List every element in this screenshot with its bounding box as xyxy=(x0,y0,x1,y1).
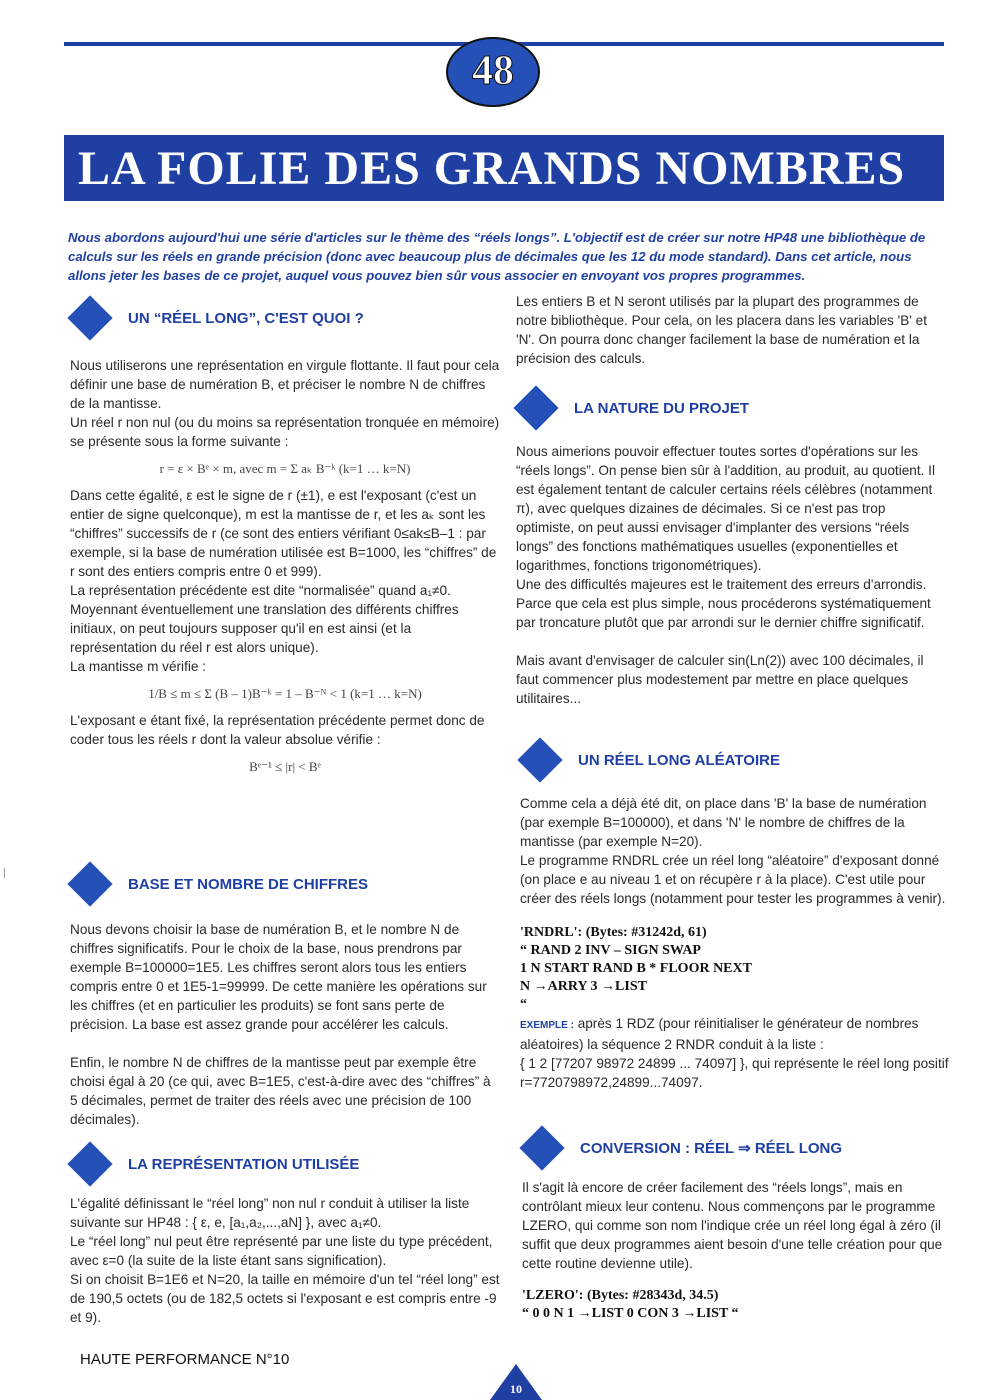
diamond-icon xyxy=(519,1125,564,1170)
paragraph: Un réel r non nul (ou du moins sa représentation tronquée en mémoire) se présente sous la forme suivante : xyxy=(70,415,500,449)
section-title: UN “RÉEL LONG”, C'EST QUOI ? xyxy=(128,310,364,327)
section-title: BASE ET NOMBRE DE CHIFFRES xyxy=(128,876,369,893)
code-block-rndrl xyxy=(520,924,950,1014)
paragraph: Enfin, le nombre N de chiffres de la mantisse peut par exemple être choisi égal à 20 (ce qui, avec B=1E5, c'est-à-dire avec des “chiffres” à 5 décimales, permet de traiter des réels avec une précision de 100 décimales). xyxy=(70,1055,491,1127)
paragraph: Le “réel long” nul peut être représenté par une liste du type précédent, avec ε=0 (la suite de la liste étant sans signification). xyxy=(70,1234,493,1268)
magazine-footer: HAUTE PERFORMANCE N°10 xyxy=(80,1351,290,1368)
issue-badge xyxy=(446,37,540,107)
section-title: LA REPRÉSENTATION UTILISÉE xyxy=(128,1156,360,1173)
formula: r = ε × Bᵉ × m, avec m = Σ aₖ B⁻ᵏ (k=1 … k=N) xyxy=(159,461,411,476)
code-block-lzero xyxy=(522,1287,952,1323)
formula: Bᵉ⁻¹ ≤ |r| < Bᵉ xyxy=(249,759,321,774)
left-column xyxy=(70,300,500,784)
paragraph: Si on choisit B=1E6 et N=20, la taille en mémoire d'un tel “réel long” est de 190,5 octets (ou de 182,5 octets si l'exposant e est compris entre -9 et 9). xyxy=(70,1272,500,1325)
section-heading xyxy=(516,390,946,438)
section-heading xyxy=(70,1146,500,1194)
paragraph: La représentation précédente est dite “normalisée” quand a₁≠0. Moyennant éventuellement une translation des différents chiffres initiaux, on peut toujours supposer qu'il en est ainsi (et la représentation du réel r est alors unique). xyxy=(70,583,459,655)
section-title: LA NATURE DU PROJET xyxy=(574,400,750,417)
paragraph: La mantisse m vérifie : xyxy=(70,659,206,674)
title-banner xyxy=(64,135,944,201)
left-column-section-3 xyxy=(70,1146,500,1327)
formula: 1/B ≤ m ≤ Σ (B – 1)B⁻ᵏ = 1 – B⁻ᴺ < 1 (k=1 … k=N) xyxy=(148,686,422,701)
section-title: UN RÉEL LONG ALÉATOIRE xyxy=(578,752,780,769)
right-column-section-4 xyxy=(516,390,946,708)
diamond-icon xyxy=(513,385,558,430)
paragraph: Comme cela a déjà été dit, on place dans 'B' la base de numération (par exemple B=100000), et dans 'N' le nombre de chiffres de la mantisse (par exemple N=20). xyxy=(520,796,927,849)
example-label: EXEMPLE : xyxy=(520,1020,574,1031)
paragraph: L'égalité définissant le “réel long” non nul r conduit à utiliser la liste suivante sur HP48 : { ε, e, [a₁,a₂,...,aN] }, avec a₁≠0. xyxy=(70,1196,470,1230)
diamond-icon xyxy=(517,737,562,782)
code-line: N →ARRY 3 →LIST xyxy=(520,979,647,994)
paragraph: Une des difficultés majeures est le traitement des erreurs d'arrondis. Parce que cela est plus simple, nous procéderons systématiquement par troncature plutôt que par arrondi sur le dernier chiffre significatif. xyxy=(516,577,931,630)
code-line: “ 0 0 N 1 →LIST 0 CON 3 →LIST “ xyxy=(522,1306,739,1321)
code-line: 'LZERO': (Bytes: #28343d, 34.5) xyxy=(522,1288,719,1303)
code-line: 'RNDRL': (Bytes: #31242d, 61) xyxy=(520,925,707,940)
right-column-section-6 xyxy=(522,1130,952,1323)
paragraph: Le programme RNDRL crée un réel long “aléatoire” d'exposant donné (on place e au niveau 1 et on récupère r à la place). C'est utile pour créer des réels longs (notamment pour tester les programmes à venir). xyxy=(520,853,946,906)
margin-mark xyxy=(4,868,5,878)
diamond-icon xyxy=(67,1141,112,1186)
section-heading xyxy=(520,742,950,790)
code-line: “ RAND 2 INV – SIGN SWAP xyxy=(520,943,701,958)
paragraph: L'exposant e étant fixé, la représentation précédente permet donc de coder tous les réels r dont la valeur absolue vérifie : xyxy=(70,713,485,747)
paragraph: Nous aimerions pouvoir effectuer toutes sortes d'opérations sur les “réels longs”. On pense bien sûr à l'addition, au produit, au quotient. Il est également tentant de calculer certains réels célèbres (notamment π), avec quelques dizaines de décimales. Si ce n'est pas trop optimiste, on peut aussi envisager d'implanter des versions “réels longs” des fonctions mathématiques usuelles (exponentielles et logarithmes, fonctions trigonométriques). xyxy=(516,444,935,573)
section-heading xyxy=(70,866,500,914)
left-column-section-2 xyxy=(70,866,500,1129)
paragraph: après 1 RDZ (pour réinitialiser le générateur de nombres aléatoires) la séquence 2 RNDR conduit à la liste : xyxy=(520,1016,919,1052)
right-column-section-5 xyxy=(520,742,950,1092)
intro-paragraph: Nous abordons aujourd'hui une série d'articles sur le thème des “réels longs”. L'objectif est de créer sur notre HP48 une bibliothèque de calculs sur les réels en grande précision (donc avec beaucoup plus de décimales que les 12 du mode standard). Dans cet article, nous allons jeter les bases de ce projet, auquel vous pouvez bien sûr vous associer en envoyant vos propres programmes. xyxy=(68,230,926,283)
paragraph: Nous utiliserons une représentation en virgule flottante. Il faut pour cela définir une base de numération B, et préciser le nombre N de chiffres de la mantisse. xyxy=(70,358,500,411)
code-line: “ xyxy=(520,997,527,1012)
issue-number: 48 xyxy=(472,48,514,94)
section-heading xyxy=(522,1130,952,1178)
paragraph: Dans cette égalité, ε est le signe de r (±1), e est l'exposant (c'est un entier de signe quelconque), m est la mantisse de r, et les aₖ sont les “chiffres” successifs de r (ce sont des entiers vérifiant 0≤ak≤B–1 : par exemple, si la base de numération utilisée est B=1000, les “chiffres” de r sont des entiers compris entre 0 et 999). xyxy=(70,488,497,579)
page-number: 10 xyxy=(510,1382,522,1396)
diamond-icon xyxy=(67,861,112,906)
diamond-icon xyxy=(67,295,112,340)
article-title: LA FOLIE DES GRANDS NOMBRES xyxy=(78,142,906,195)
paragraph: Nous devons choisir la base de numération B, et le nombre N de chiffres significatifs. Pour le choix de la base, nous prendrons par exemple B=100000=1E5. Les chiffres seront alors tous les entiers compris entre 0 et 1E5-1=99999. De cette manière les opérations sur les chiffres (et en particulier les produits) se font sans perte de précision. La base est assez grande pour accélérer les calculs. xyxy=(70,922,487,1032)
paragraph: { 1 2 [77207 98972 24899 ... 74097] }, qui représente le réel long positif r=7720798972,24899...74097. xyxy=(520,1056,949,1090)
paragraph: Il s'agit là encore de créer facilement des “réels longs”, mais en contrôlant mieux leur contenu. Nous commençons par le programme LZERO, qui comme son nom l'indique crée un réel long égal à zéro (il suffit que deux programmes aient besoin d'une telle création pour que cette routine devienne utile). xyxy=(522,1180,943,1271)
paragraph: Mais avant d'envisager de calculer sin(Ln(2)) avec 100 décimales, il faut commencer plus modestement par mettre en place quelques utilitaires... xyxy=(516,653,924,706)
section-title: CONVERSION : RÉEL ⇒ RÉEL LONG xyxy=(580,1140,843,1157)
right-column xyxy=(516,292,946,368)
paragraph: Les entiers B et N seront utilisés par la plupart des programmes de notre bibliothèque. Pour cela, on les placera dans les variables 'B' et 'N'. On pourra donc changer facilement la base de numération et la précision des calculs. xyxy=(516,294,927,366)
code-line: 1 N START RAND B * FLOOR NEXT xyxy=(520,961,752,976)
section-heading xyxy=(70,300,500,348)
